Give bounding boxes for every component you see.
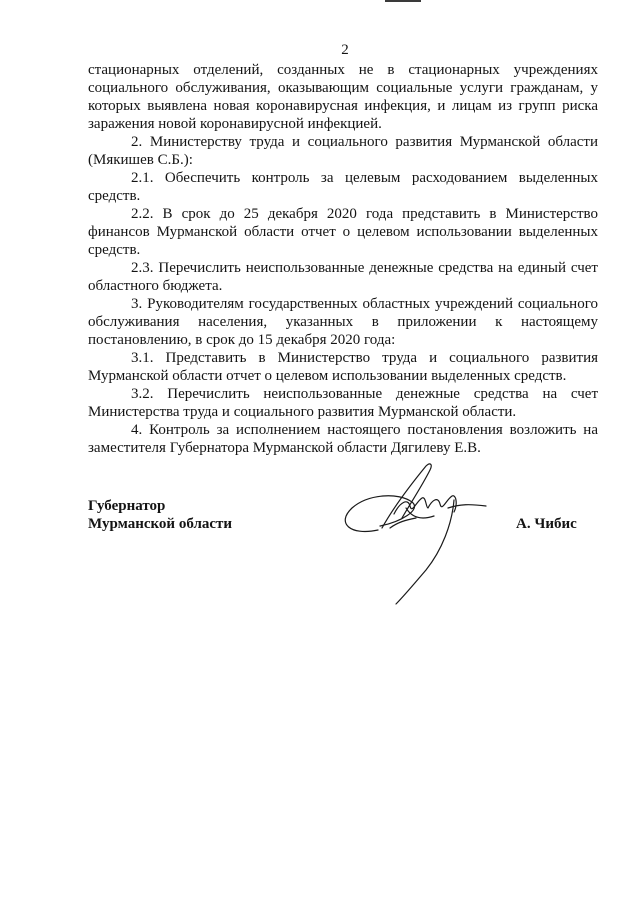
paragraph-continuation: стационарных отделений, созданных не в стационарных учреждениях социального обслуживания, оказывающим социальные услуги гражданам, у которых выявлена новая коронавирусная инфекция, и лицам из групп риска заражения новой коронавирусной инфекцией. (88, 62, 598, 132)
paragraph-item-2-3: 2.3. Перечислить неиспользованные денежные средства на единый счет областного бюджета. (88, 260, 598, 294)
signatory-title (88, 497, 232, 533)
paragraph-item-2-1: 2.1. Обеспечить контроль за целевым расходованием выделенных средств. (88, 170, 598, 204)
signatory-title-line-1: Губернатор (88, 498, 166, 514)
handwritten-signature (330, 458, 510, 608)
page-number: 2 (341, 42, 349, 58)
paragraph-item-2-2: 2.2. В срок до 25 декабря 2020 года представить в Министерство финансов Мурманской области отчет о целевом использовании выделенных средств. (88, 206, 598, 258)
top-edge-mark (385, 0, 421, 2)
paragraph-item-3-2: 3.2. Перечислить неиспользованные денежные средства на счет Министерства труда и социального развития Мурманской области. (88, 386, 598, 420)
paragraph-item-4: 4. Контроль за исполнением настоящего постановления возложить на заместителя Губернатора Мурманской области Дягилеву Е.В. (88, 422, 598, 456)
paragraph-item-3-1: 3.1. Представить в Министерство труда и социального развития Мурманской области отчет о целевом использовании выделенных средств. (88, 350, 598, 384)
paragraph-item-3: 3. Руководителям государственных областных учреждений социального обслуживания населения, указанных в приложении к настоящему постановлению, в срок до 15 декабря 2020 года: (88, 296, 598, 348)
document-body (88, 61, 598, 457)
paragraph-item-2: 2. Министерству труда и социального развития Мурманской области (Мякишев С.Б.): (88, 134, 598, 168)
signer-name: А. Чибис (516, 516, 577, 532)
signatory-title-line-2: Мурманской области (88, 516, 233, 532)
